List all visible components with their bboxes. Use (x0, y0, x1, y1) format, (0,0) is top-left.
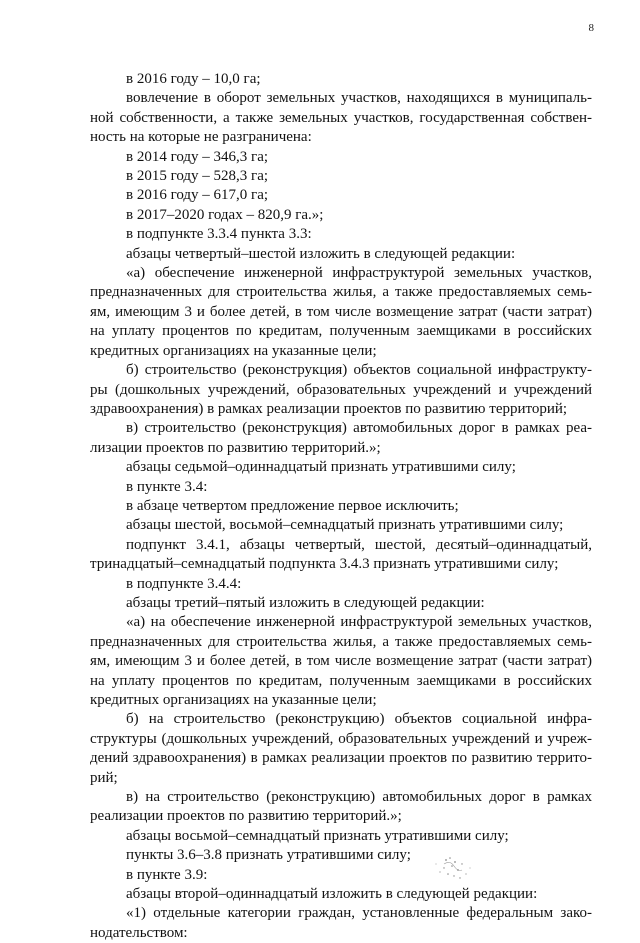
text-line: тринадцатый–семнадцатый подпункта 3.4.3 признать утратившими силу; (90, 556, 559, 573)
text-line: абзацы восьмой–семнадцатый признать утратившими силу; (126, 827, 509, 844)
text-line: абзацы седьмой–одиннадцатый признать утратившими силу; (126, 459, 516, 476)
text-line: в) на строительство (реконструкцию) автомобильных дорог в рамках (126, 789, 592, 806)
text-line: здравоохранения) в рамках реализации проектов по развитию территорий; (90, 400, 568, 417)
text-line: в пункте 3.4: (126, 478, 208, 495)
text-line: в 2015 году – 528,3 га; (126, 168, 269, 185)
text-line: предназначенных для строительства жилья, а также предоставляемых семь- (90, 284, 592, 301)
text-line: в подпункте 3.3.4 пункта 3.3: (126, 226, 312, 243)
stamp-mark-icon (424, 850, 484, 886)
text-line: в подпункте 3.4.4: (126, 575, 242, 592)
text-line: б) строительство (реконструкция) объектов социальной инфраструкту- (126, 362, 592, 379)
text-line: нодательством: (90, 924, 188, 941)
text-line: ям, имеющим 3 и более детей, в том числе возмещение затрат (части затрат) (90, 303, 592, 320)
text-line: абзацы второй–одиннадцатый изложить в следующей редакции: (126, 886, 538, 903)
text-line: абзацы четвертый–шестой изложить в следующей редакции: (126, 245, 516, 262)
text-line: кредитных организациях на указанные цели; (90, 692, 377, 708)
text-line: «а) обеспечение инженерной инфраструктурой земельных участков, (126, 265, 592, 282)
text-line: предназначенных для строительства жилья, а также предоставляемых семь- (90, 633, 592, 650)
text-line: б) на строительство (реконструкцию) объектов социальной инфра- (126, 711, 592, 728)
text-line: реализации проектов по развитию территорий.»; (90, 808, 402, 825)
text-line: в 2017–2020 годах – 820,9 га.»; (126, 206, 324, 223)
text-line: рий; (90, 769, 118, 786)
text-line: в) строительство (реконструкция) автомобильных дорог в рамках реа- (126, 420, 592, 437)
text-line: в 2016 году – 617,0 га; (126, 187, 269, 204)
text-line: дений здравоохранения) в рамках реализации проектов по развитию террито- (90, 750, 592, 767)
text-line: ям, имеющим 3 и более детей, в том числе возмещение затрат (части затрат) (90, 653, 592, 670)
text-line: в абзаце четвертом предложение первое исключить; (126, 497, 459, 514)
text-line: лизации проектов по развитию территорий.»; (90, 439, 381, 456)
text-line: на уплату процентов по кредитам, полученным заемщиками в российских (90, 323, 592, 340)
page-number: 8 (588, 22, 594, 34)
text-line: ной собственности, а также земельных участков, государственная собствен- (90, 109, 592, 126)
text-line: пункты 3.6–3.8 признать утратившими силу; (126, 847, 411, 864)
text-line: в 2016 году – 10,0 га; (126, 71, 261, 87)
text-line: кредитных организациях на указанные цели; (90, 342, 377, 359)
text-line: структуры (дошкольных учреждений, образовательных учреждений и учреж- (90, 730, 592, 747)
text-line: абзацы третий–пятый изложить в следующей редакции: (126, 594, 485, 611)
text-line: «1) отдельные категории граждан, установленные федеральным зако- (126, 905, 592, 922)
text-line: вовлечение в оборот земельных участков, находящихся в муниципаль- (126, 90, 592, 107)
text-line: на уплату процентов по кредитам, полученным заемщиками в российских (90, 672, 592, 689)
text-line: в 2014 году – 346,3 га; (126, 148, 269, 165)
text-line: «а) на обеспечение инженерной инфраструктурой земельных участков, (126, 614, 592, 631)
text-line: абзацы шестой, восьмой–семнадцатый признать утратившими силу; (126, 517, 564, 534)
text-line: в пункте 3.9: (126, 866, 208, 883)
document-body (90, 70, 592, 943)
text-line: ры (дошкольных учреждений, образовательных учреждений и учреждений (90, 381, 592, 398)
text-line: подпункт 3.4.1, абзацы четвертый, шестой, десятый–одиннадцатый, (126, 536, 592, 553)
text-line: ность на которые не разграничена: (90, 129, 312, 146)
